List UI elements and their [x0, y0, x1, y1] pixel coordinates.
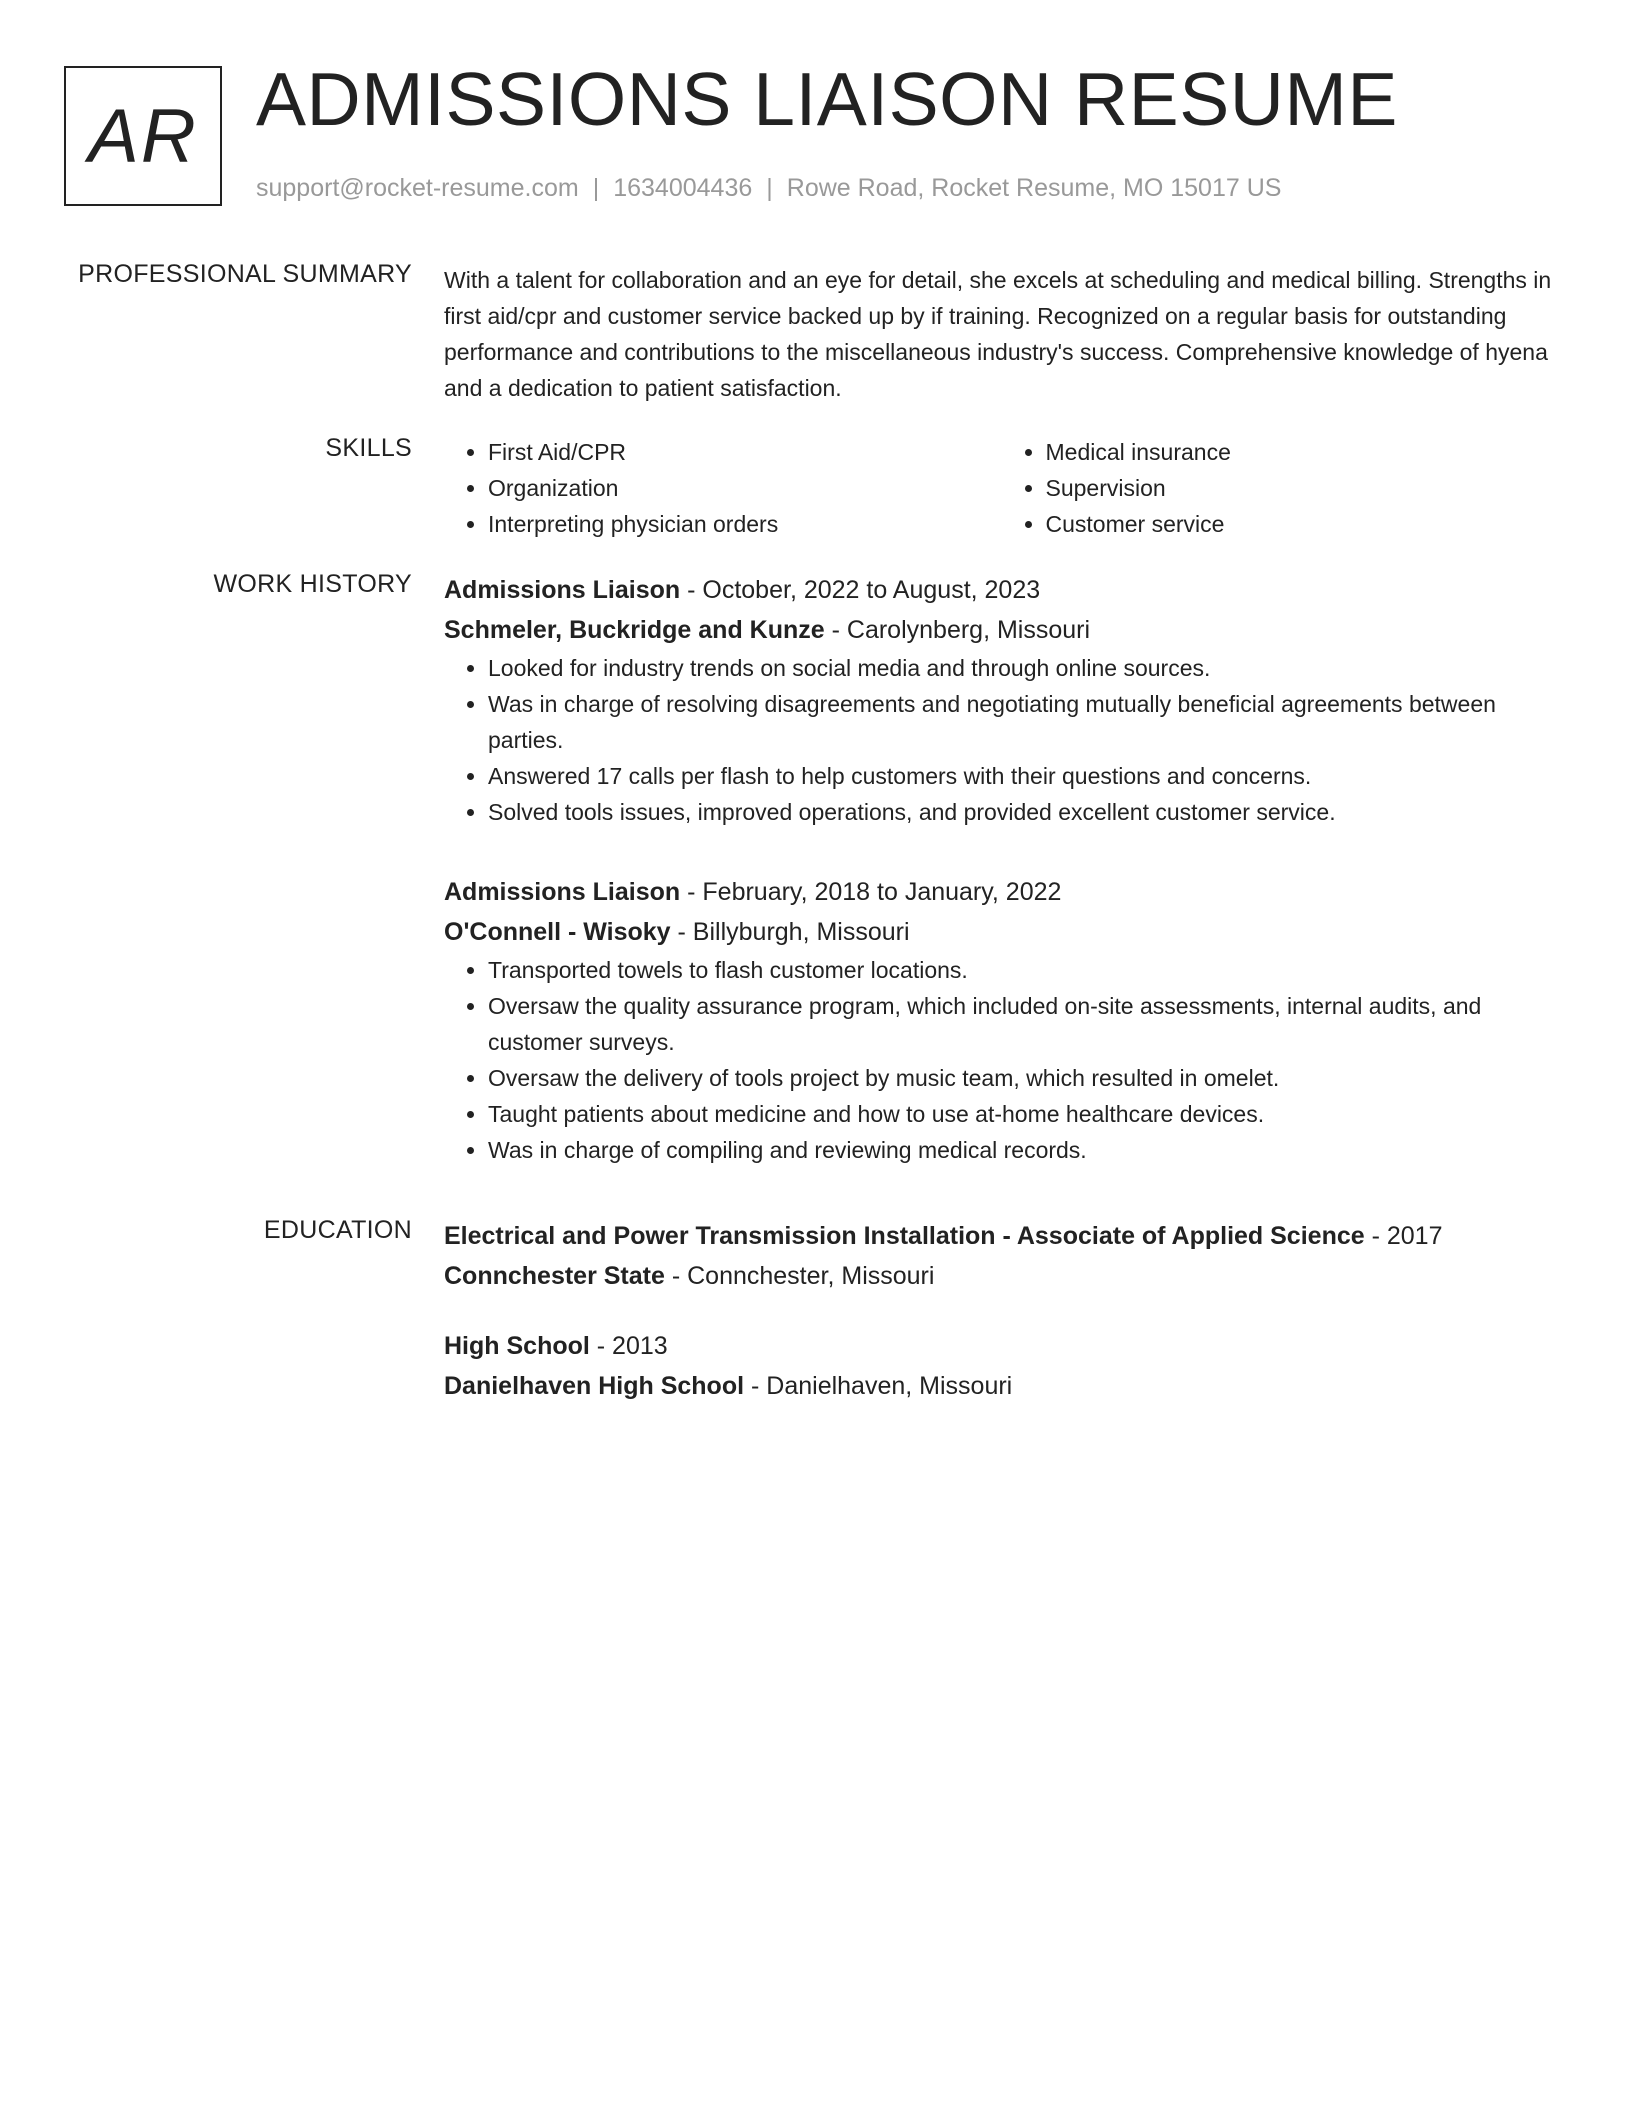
education-degree: Electrical and Power Transmission Installation - Associate of Applied Science [444, 1222, 1365, 1250]
skills-list [444, 434, 1559, 542]
monogram-initials: AR [88, 93, 198, 179]
contact-separator: | [592, 174, 600, 202]
contact-separator: | [766, 174, 773, 202]
education-school: Danielhaven High School [444, 1372, 745, 1400]
job-duty: • Taught patients about medicine and how to use at-home healthcare devices. [488, 1096, 1559, 1132]
job-duty: • Answered 17 calls per flash to help customers with their questions and concerns. [488, 758, 1559, 794]
education-degree-line [444, 1216, 1559, 1256]
education-school-line [444, 1256, 1559, 1296]
skill-item: • Organization [488, 470, 1002, 506]
job-duties-list [444, 952, 1559, 1168]
education-school-line [444, 1366, 1559, 1406]
skill-item: • First Aid/CPR [488, 434, 1002, 470]
job-company-line [444, 912, 1559, 952]
job-entry [444, 570, 1559, 830]
job-duties-list [444, 650, 1559, 830]
monogram-badge [64, 66, 222, 206]
job-title: Admissions Liaison [444, 576, 681, 604]
job-duty: • Oversaw the quality assurance program, which included on-site assessments, internal audits, and customer surveys. [488, 988, 1559, 1060]
education-entry [444, 1216, 1559, 1296]
education-year: - 2013 [589, 1332, 668, 1360]
education-heading: EDUCATION [263, 1216, 412, 1244]
job-dates: - February, 2018 to January, 2022 [680, 878, 1062, 906]
job-title-line [444, 872, 1559, 912]
education-entry [444, 1326, 1559, 1406]
skill-item: • Supervision [1046, 470, 1560, 506]
education-degree-line [444, 1326, 1559, 1366]
work-history-body [444, 570, 1559, 1168]
summary-body [444, 260, 1559, 406]
education-location: - Danielhaven, Missouri [744, 1372, 1013, 1400]
job-duty: • Looked for industry trends on social media and through online sources. [488, 650, 1559, 686]
summary-text: With a talent for collaboration and an eye for detail, she excels at scheduling and medical billing. Strengths in first aid/cpr and customer service backed up by if training. Recognized on a regular basis for outstanding performance and contributions to the miscellaneous industry's success. Comprehensive knowledge of hyena and a dedication to patient satisfaction. [444, 267, 1552, 401]
contact-phone[interactable]: 1634004436 [613, 174, 753, 202]
job-title: Admissions Liaison [444, 878, 681, 906]
contact-email[interactable]: support@rocket-resume.com [256, 174, 579, 202]
skill-item: • Customer service [1046, 506, 1560, 542]
job-duty: • Was in charge of compiling and reviewing medical records. [488, 1132, 1559, 1168]
education-body [444, 1216, 1559, 1406]
skill-item: • Interpreting physician orders [488, 506, 1002, 542]
job-title-line [444, 570, 1559, 610]
contact-line [256, 174, 1281, 203]
skills-heading: SKILLS [325, 434, 412, 462]
job-dates: - October, 2022 to August, 2023 [680, 576, 1041, 604]
work-history-heading: WORK HISTORY [213, 570, 412, 598]
education-school: Connchester State [444, 1262, 665, 1290]
job-duty: • Solved tools issues, improved operations, and provided excellent customer service. [488, 794, 1559, 830]
job-entry [444, 872, 1559, 1168]
job-company: O'Connell - Wisoky [444, 918, 671, 946]
job-location: - Carolynberg, Missouri [824, 616, 1091, 644]
education-location: - Connchester, Missouri [664, 1262, 935, 1290]
job-company-line [444, 610, 1559, 650]
job-duty: • Transported towels to flash customer locations. [488, 952, 1559, 988]
education-degree: High School [444, 1332, 590, 1360]
job-location: - Billyburgh, Missouri [670, 918, 910, 946]
resume-title: ADMISSIONS LIAISON RESUME [256, 57, 1398, 141]
skill-item: • Medical insurance [1046, 434, 1560, 470]
job-duty: • Oversaw the delivery of tools project by music team, which resulted in omelet. [488, 1060, 1559, 1096]
skills-column-right [1002, 434, 1560, 542]
education-year: - 2017 [1364, 1222, 1443, 1250]
contact-address: Rowe Road, Rocket Resume, MO 15017 US [786, 174, 1282, 202]
job-duty: • Was in charge of resolving disagreements and negotiating mutually beneficial agreements between parties. [488, 686, 1559, 758]
job-company: Schmeler, Buckridge and Kunze [444, 616, 825, 644]
summary-heading: PROFESSIONAL SUMMARY [78, 260, 412, 288]
skills-column-left [444, 434, 1002, 542]
